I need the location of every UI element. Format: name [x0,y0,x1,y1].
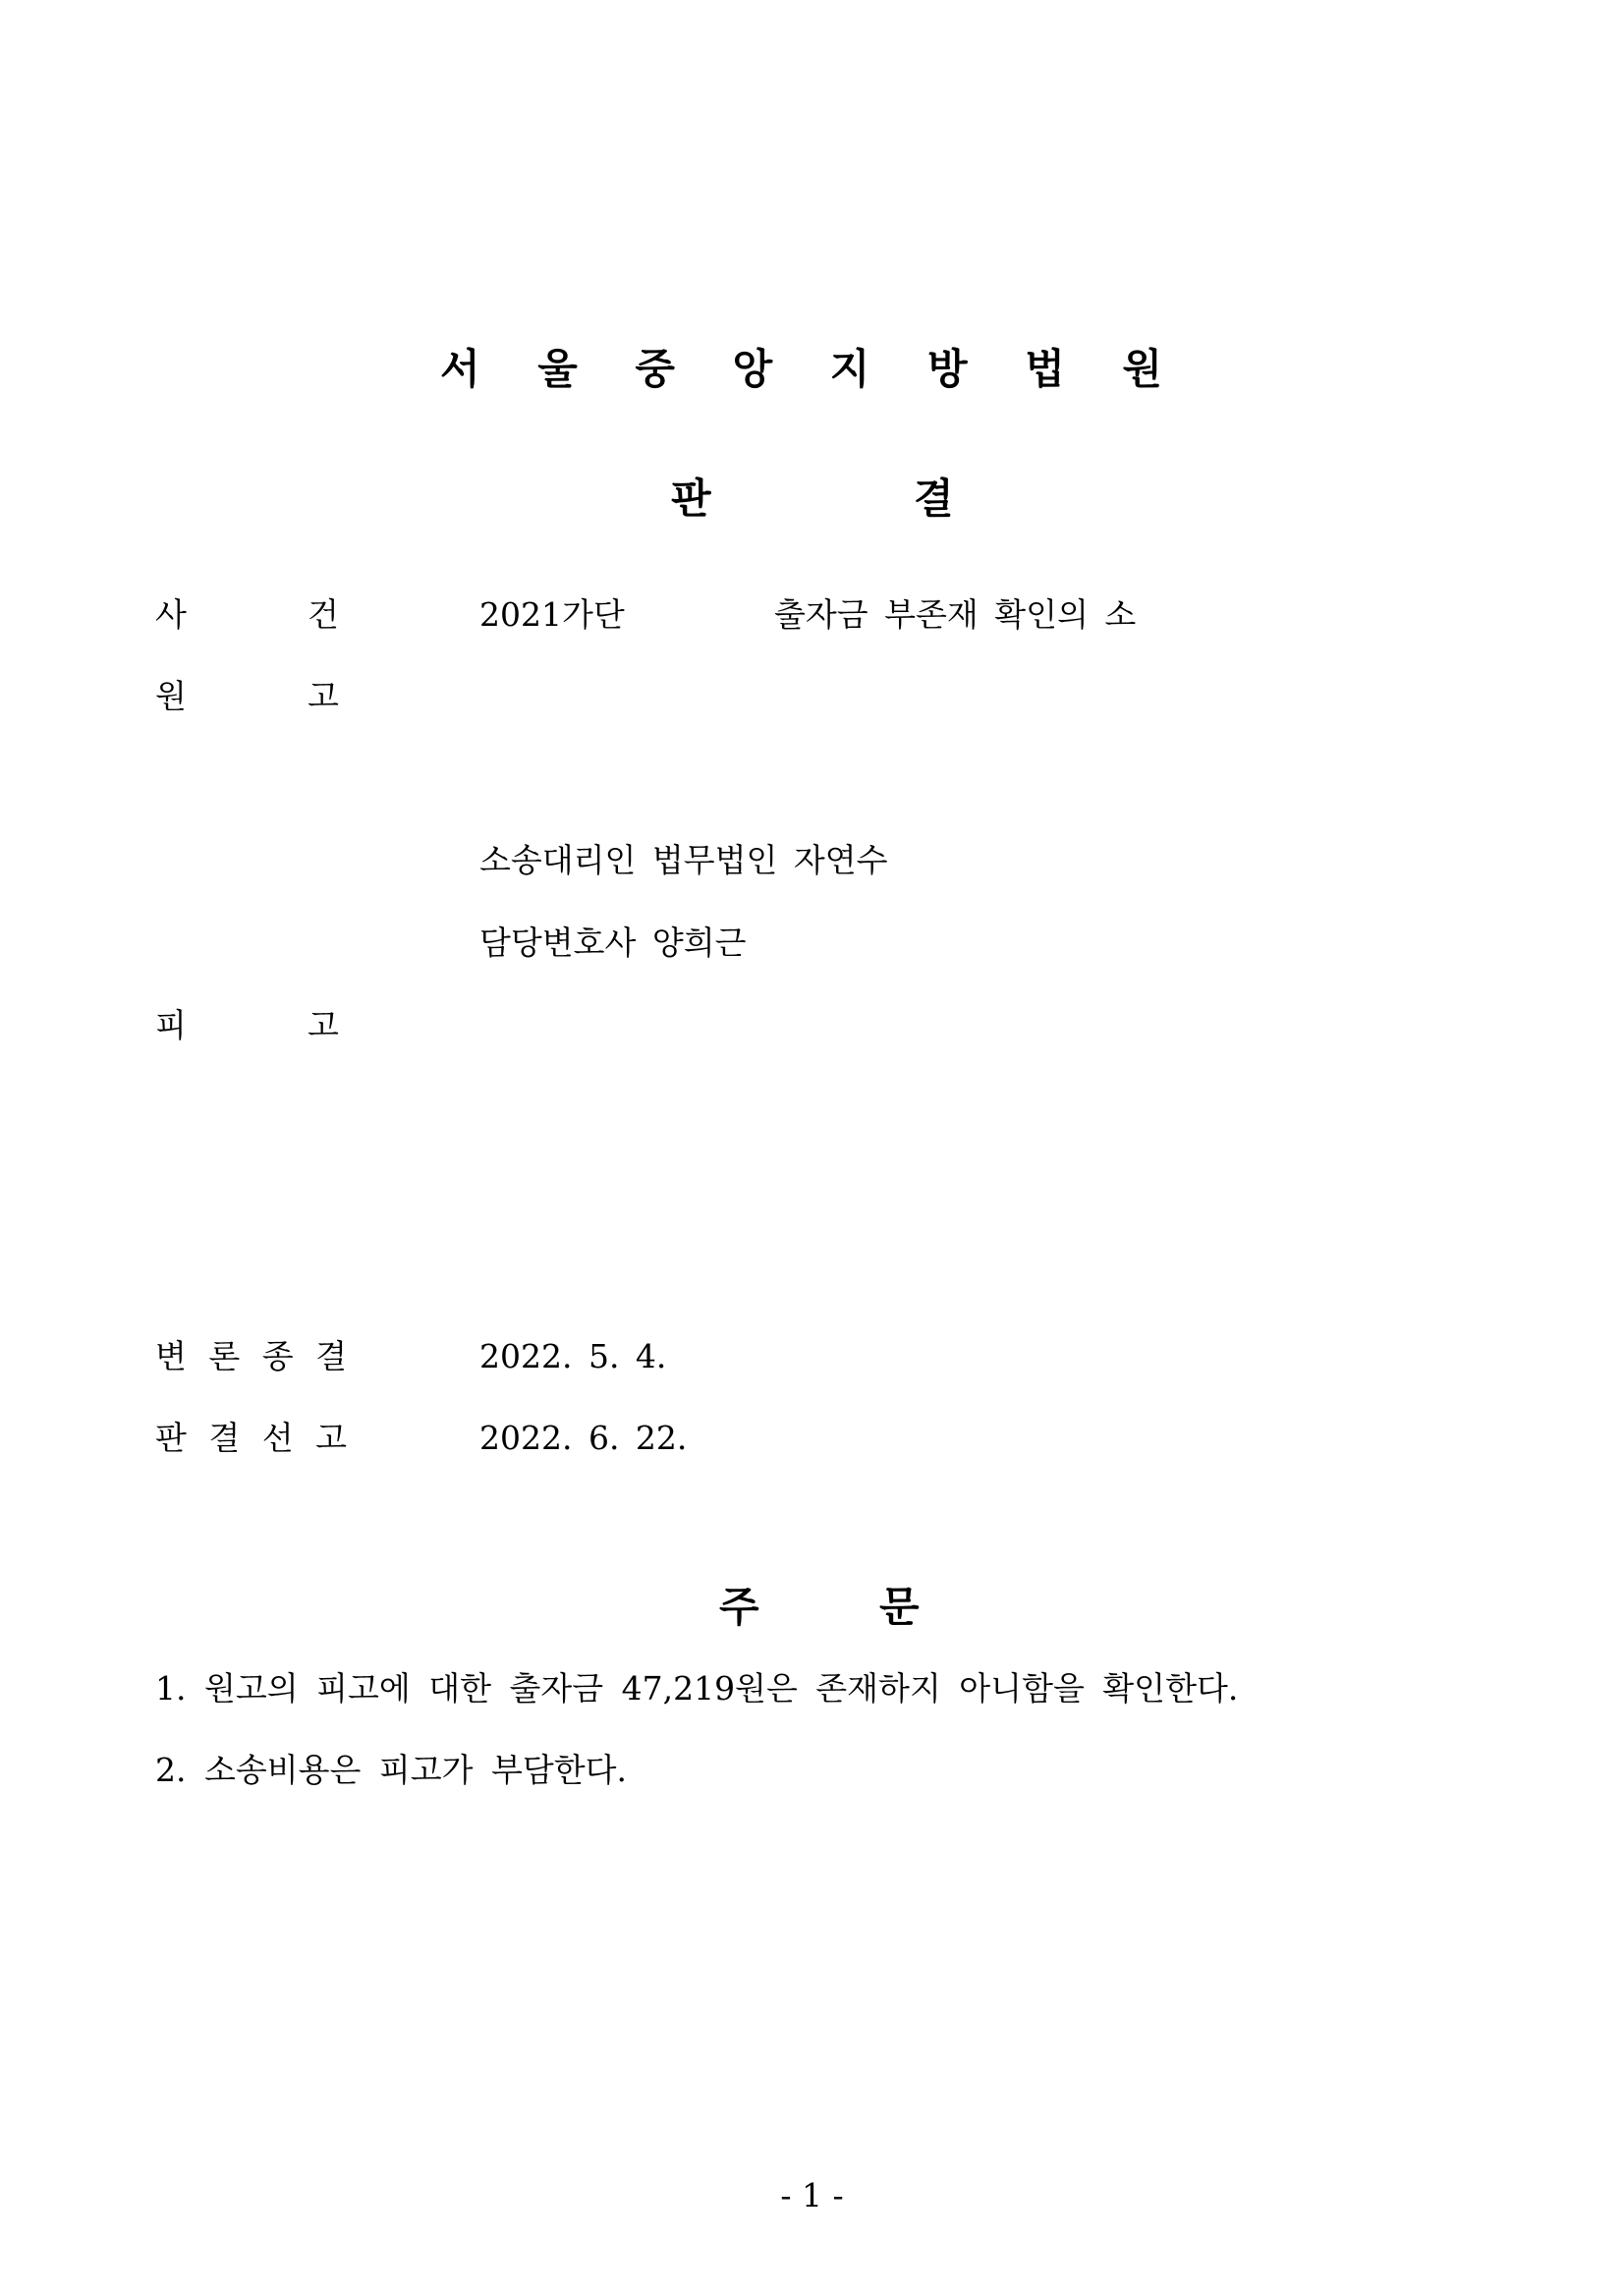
closing-label: 변 론 종 결 [155,1337,353,1375]
closing-date: 2022. 5. 4. [479,1337,667,1375]
plaintiff-attorney-lawyer: 담당변호사 양희근 [479,924,747,962]
title-char-gyeol: 결 [914,475,954,523]
order-item-1: 1. 원고의 피고에 대한 출자금 47,219원은 존재하지 아니함을 확인한다. [155,1669,1239,1708]
defendant-label-pi: 피 [155,1006,187,1044]
order-heading-ju: 주 [719,1583,759,1631]
order-item-2: 2. 소송비용은 피고가 부담한다. [155,1751,627,1789]
case-label-geon: 건 [308,595,339,634]
title-char-pan: 판 [671,475,711,523]
case-name: 출자금 부존재 확인의 소 [774,595,1137,634]
defendant-label-go: 고 [308,1006,339,1044]
page-number: - 1 - [780,2176,844,2214]
order-heading-mun: 문 [879,1583,920,1631]
case-number: 2021가단 [479,595,625,634]
plaintiff-attorney-firm: 소송대리인 법무법인 자연수 [479,841,888,879]
plaintiff-label-go: 고 [308,677,339,715]
ruling-label: 판 결 선 고 [155,1419,353,1457]
case-label-sa: 사 [155,595,187,634]
plaintiff-label-won: 원 [155,677,187,715]
ruling-date: 2022. 6. 22. [479,1419,688,1457]
court-name: 서 울 중 앙 지 방 법 원 [440,345,1184,393]
